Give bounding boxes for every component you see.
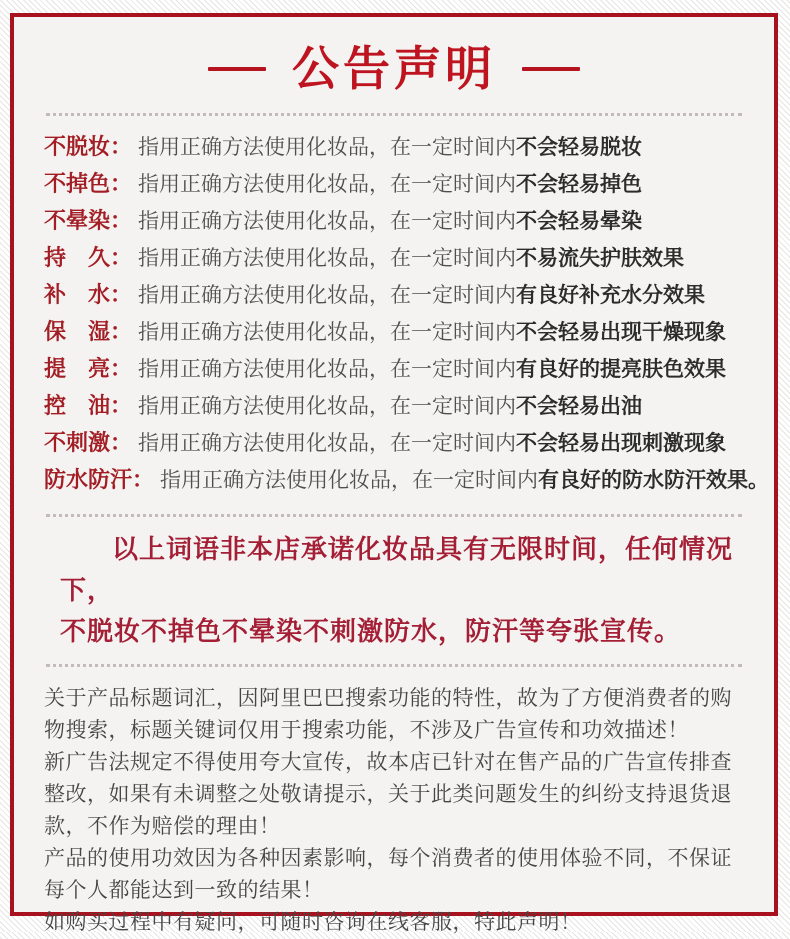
glossary-emphasis: 不会轻易出油	[516, 395, 643, 419]
glossary-row	[44, 462, 770, 499]
glossary-emphasis: 不会轻易脱妆	[516, 136, 643, 160]
glossary-term: 不刺激：	[44, 430, 133, 456]
glossary-row	[44, 203, 744, 240]
disclaimer-paragraph: 如购买过程中有疑问，可随时咨询在线客服，特此声明！	[44, 911, 582, 935]
disclaimer-section	[44, 683, 744, 939]
notice-block	[44, 529, 744, 652]
title-dash-right	[522, 67, 580, 71]
disclaimer-paragraph: 产品的使用功效因为各种因素影响，每个消费者的使用体验不同，不保证每个人都能达到一致的结果！	[44, 847, 732, 903]
glossary-emphasis: 有良好补充水分效果	[516, 284, 706, 308]
glossary-term: 补 水：	[44, 282, 133, 308]
glossary-definition: 指用正确方法使用化妆品，在一定时间内	[138, 432, 517, 456]
glossary-emphasis: 不会轻易掉色	[516, 173, 643, 197]
glossary-definition: 指用正确方法使用化妆品，在一定时间内	[138, 247, 517, 271]
glossary-term: 不脱妆：	[44, 134, 133, 160]
title-dash-left	[208, 67, 266, 71]
glossary-term: 提 亮：	[44, 356, 133, 382]
glossary-row	[44, 425, 744, 462]
page-title: 公告声明	[292, 42, 496, 95]
notice-line: 不脱妆不掉色不晕染不刺激防水，防汗等夸张宣传。	[60, 616, 682, 647]
glossary-definition: 指用正确方法使用化妆品，在一定时间内	[138, 173, 517, 197]
glossary-list	[44, 129, 770, 499]
glossary-emphasis: 有良好的防水防汗效果。	[538, 469, 770, 493]
glossary-row	[44, 129, 744, 166]
glossary-emphasis: 有良好的提亮肤色效果	[516, 358, 727, 382]
disclaimer-paragraph: 关于产品标题词汇，因阿里巴巴搜索功能的特性，故为了方便消费者的购物搜索，标题关键词仅用于搜索功能，不涉及广告宣传和功效描述！	[44, 687, 732, 743]
glossary-row	[44, 351, 744, 388]
glossary-row	[44, 277, 744, 314]
glossary-row	[44, 314, 744, 351]
dotted-divider-top	[46, 113, 742, 116]
glossary-emphasis: 不会轻易晕染	[516, 210, 643, 234]
notice-line: 以上词语非本店承诺化妆品具有无限时间，任何情况下，	[60, 534, 734, 606]
glossary-term: 防水防汗：	[44, 467, 155, 493]
dotted-divider-middle	[46, 514, 742, 517]
glossary-term: 不掉色：	[44, 171, 133, 197]
disclaimer-paragraph: 新广告法规定不得使用夸大宣传，故本店已针对在售产品的广告宣传排查整改，如果有未调整之处敬请提示，关于此类问题发生的纠纷支持退货退款，不作为赔偿的理由！	[44, 751, 732, 839]
dotted-divider-bottom	[46, 664, 742, 667]
glossary-term: 控 油：	[44, 393, 133, 419]
glossary-row	[44, 388, 744, 425]
glossary-row	[44, 166, 744, 203]
glossary-definition: 指用正确方法使用化妆品，在一定时间内	[138, 284, 517, 308]
announcement-panel	[10, 13, 778, 935]
glossary-definition: 指用正确方法使用化妆品，在一定时间内	[138, 395, 517, 419]
glossary-emphasis: 不会轻易出现干燥现象	[516, 321, 727, 345]
glossary-definition: 指用正确方法使用化妆品，在一定时间内	[138, 321, 517, 345]
glossary-definition: 指用正确方法使用化妆品，在一定时间内	[138, 136, 517, 160]
glossary-term: 不晕染：	[44, 208, 133, 234]
glossary-row	[44, 240, 744, 277]
glossary-definition: 指用正确方法使用化妆品，在一定时间内	[138, 358, 517, 382]
glossary-term: 持 久：	[44, 245, 133, 271]
glossary-definition: 指用正确方法使用化妆品，在一定时间内	[138, 210, 517, 234]
glossary-definition: 指用正确方法使用化妆品，在一定时间内	[160, 469, 539, 493]
glossary-term: 保 湿：	[44, 319, 133, 345]
glossary-emphasis: 不会轻易出现刺激现象	[516, 432, 727, 456]
glossary-emphasis: 不易流失护肤效果	[516, 247, 685, 271]
title-row	[44, 41, 744, 97]
